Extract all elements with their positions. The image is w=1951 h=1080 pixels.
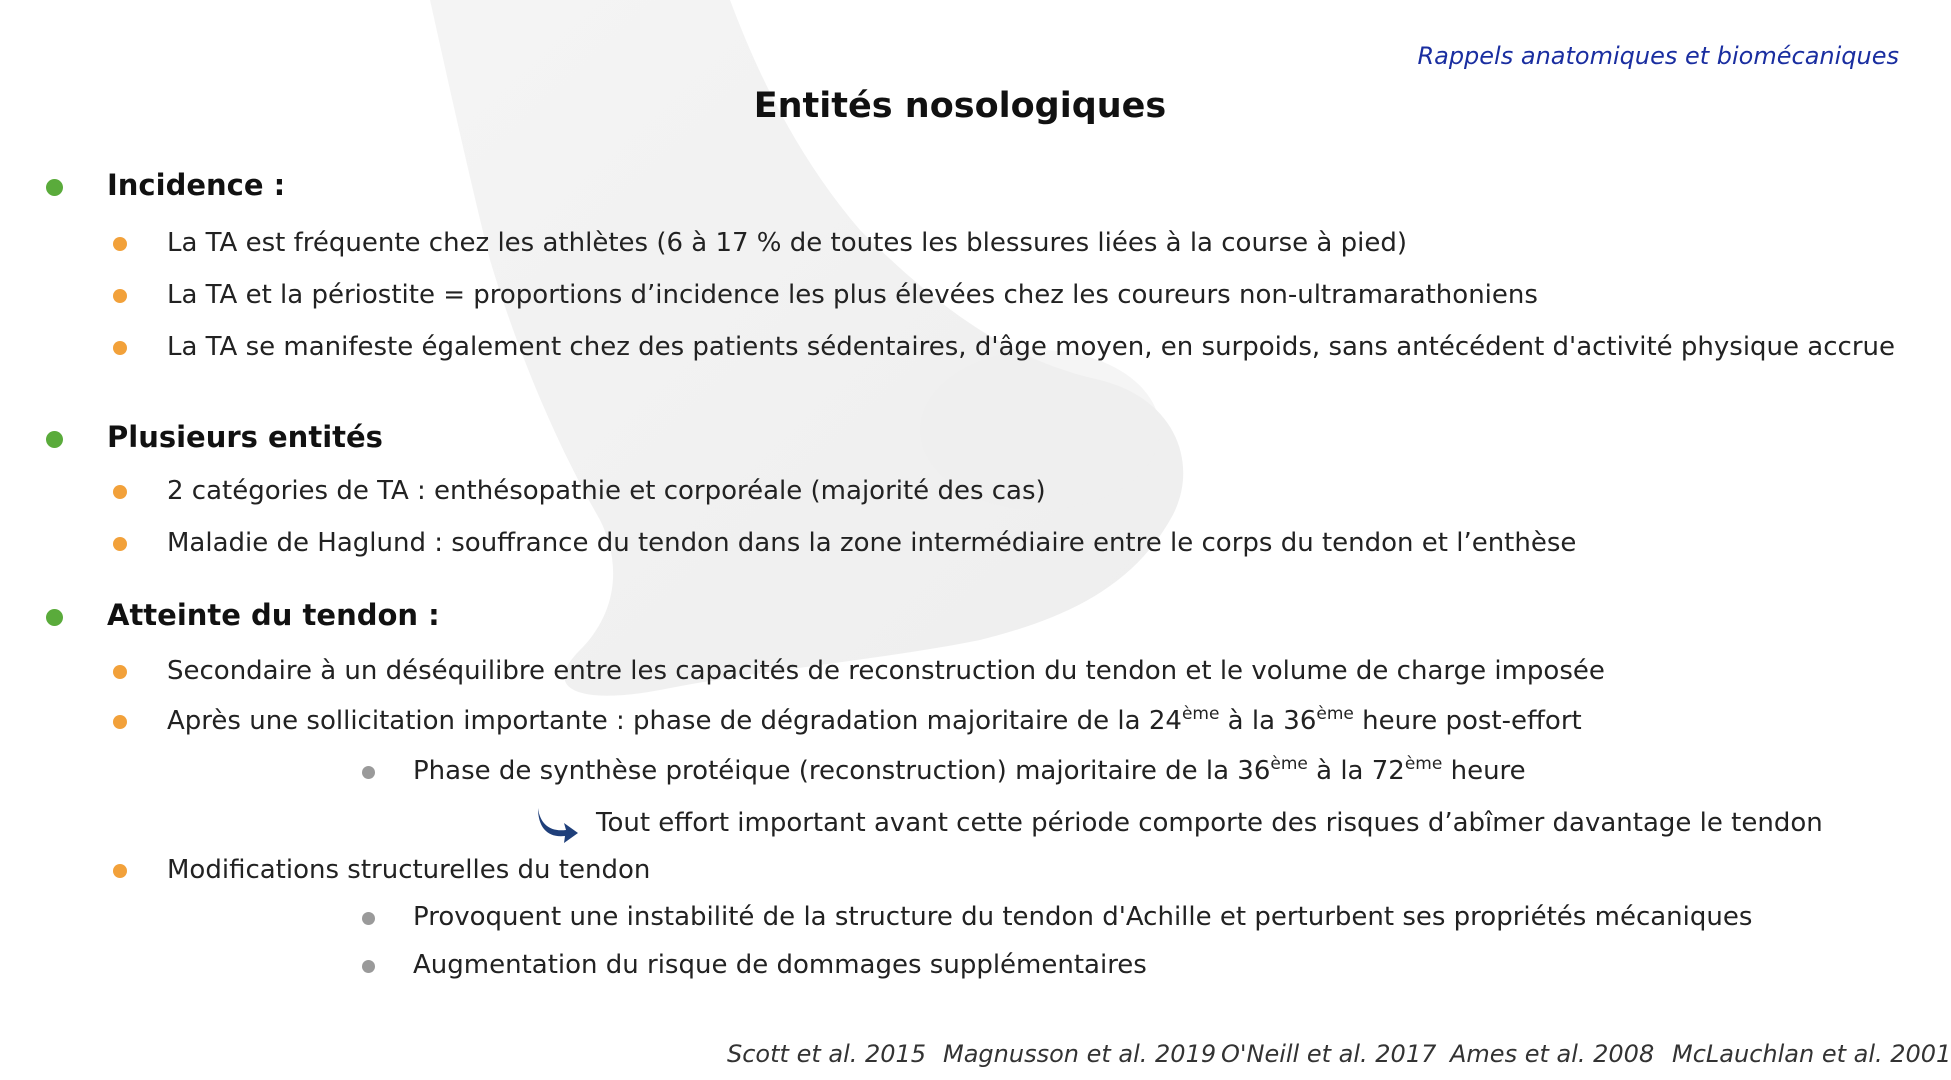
list-item: La TA est fréquente chez les athlètes (6 à 17 % de toutes les blessures liées à la course à pied) [167,228,1407,258]
reference: Scott et al. 2015 [727,1040,927,1068]
reference: Ames et al. 2008 [1450,1040,1655,1068]
list-item: Maladie de Haglund : souffrance du tendon dans la zone intermédiaire entre le corps du tendon et l’enthèse [167,528,1577,558]
bullet-grey [362,766,375,779]
bullet-orange [113,537,127,551]
curved-arrow-icon [534,804,580,844]
bullet-green [46,431,63,448]
list-item: Modifications structurelles du tendon [167,855,651,885]
list-item: Augmentation du risque de dommages supplémentaires [413,950,1147,980]
bullet-grey [362,912,375,925]
list-item: Phase de synthèse protéique (reconstruction) majoritaire de la 36ème à la 72ème heure [413,754,1526,786]
list-item: Secondaire à un déséquilibre entre les capacités de reconstruction du tendon et le volume de charge imposée [167,656,1605,686]
heading-plusieurs-entites: Plusieurs entités [107,420,383,454]
bullet-grey [362,960,375,973]
reference: O'Neill et al. 2017 [1221,1040,1437,1068]
bullet-orange [113,485,127,499]
reference: McLauchlan et al. 2001 [1672,1040,1951,1068]
list-item: Provoquent une instabilité de la structure du tendon d'Achille et perturbent ses propriétés mécaniques [413,902,1753,932]
heading-incidence: Incidence : [107,168,286,202]
heading-atteinte-du-tendon: Atteinte du tendon : [107,598,440,632]
bullet-orange [113,237,127,251]
section-tag: Rappels anatomiques et biomécaniques [1417,42,1899,70]
list-item: 2 catégories de TA : enthésopathie et corporéale (majorité des cas) [167,476,1046,506]
bullet-orange [113,341,127,355]
bullet-orange [113,665,127,679]
list-item: Tout effort important avant cette période comporte des risques d’abîmer davantage le tendon [596,808,1823,838]
page-title: Entités nosologiques [753,86,1167,126]
list-item: La TA se manifeste également chez des patients sédentaires, d'âge moyen, en surpoids, sans antécédent d'activité physique accrue [167,332,1895,362]
list-item: La TA et la périostite = proportions d’incidence les plus élevées chez les coureurs non-ultramarathoniens [167,280,1538,310]
bullet-green [46,179,63,196]
bullet-orange [113,864,127,878]
list-item: Après une sollicitation importante : phase de dégradation majoritaire de la 24ème à la 36ème heure post-effort [167,704,1582,736]
bullet-orange [113,715,127,729]
bullet-green [46,609,63,626]
reference: Magnusson et al. 2019 [943,1040,1217,1068]
bullet-orange [113,289,127,303]
